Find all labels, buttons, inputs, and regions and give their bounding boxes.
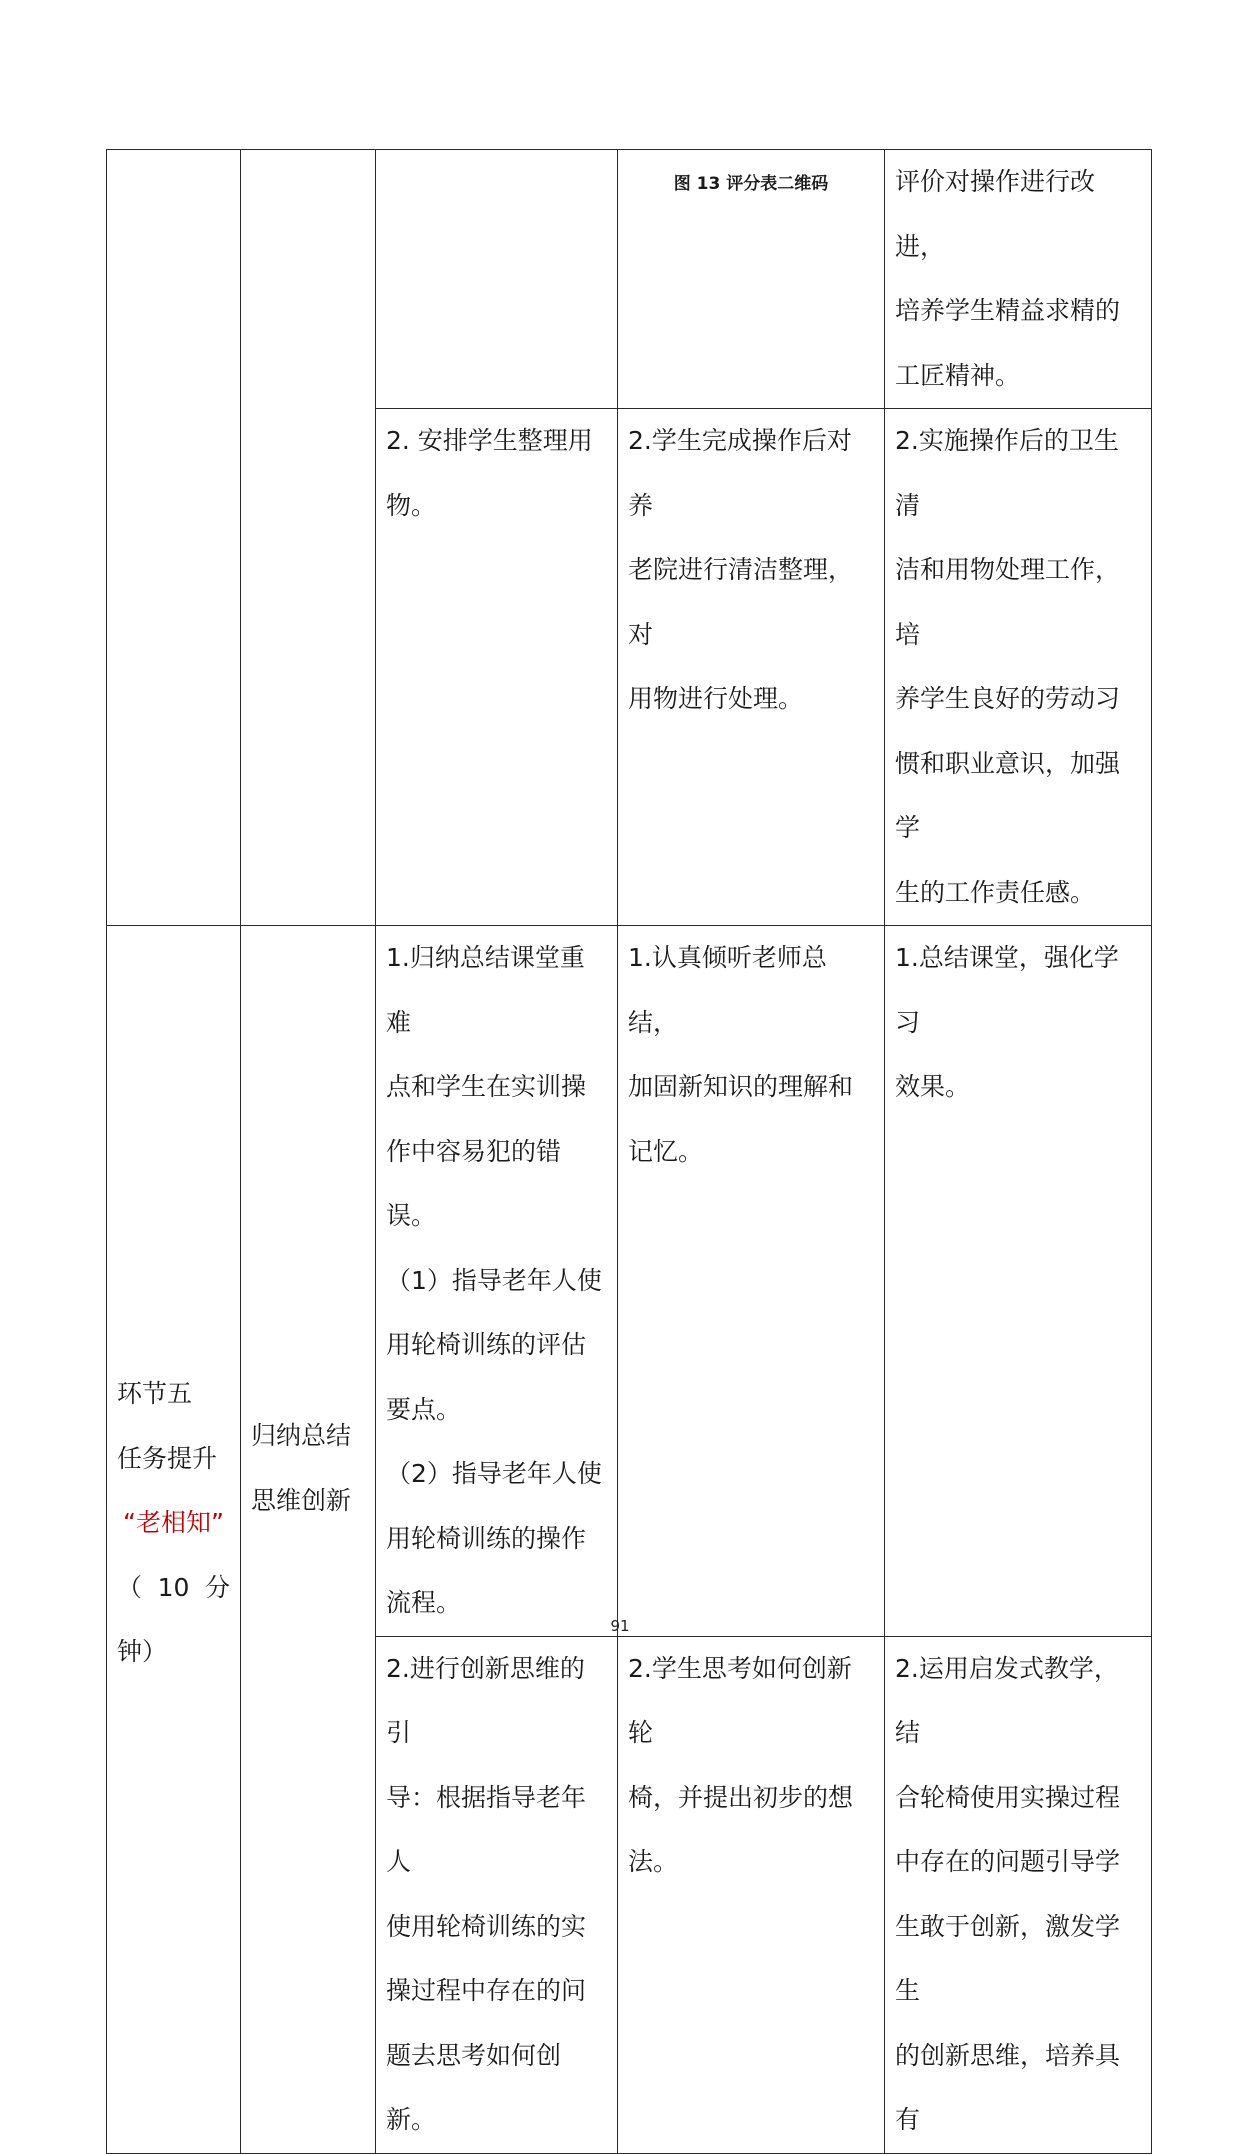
teacher-line: 使用轮椅训练的实 (386, 1911, 587, 1941)
significance-line: 1.总结课堂，强化学习 (895, 943, 1119, 1037)
teacher-cell (376, 409, 618, 926)
table-row (107, 150, 1152, 409)
teacher-line: 题去思考如何创新。 (386, 2040, 562, 2134)
teacher-line: 导：根据指导老年人 (386, 1782, 587, 1876)
significance-line: 养学生良好的劳动习 (895, 684, 1121, 713)
content-line: 思维创新 (251, 1485, 352, 1515)
significance-cell (885, 1636, 1152, 2153)
student-line: 加固新知识的理解和 (628, 1072, 854, 1101)
significance-line: 洁和用物处理工作，培 (895, 555, 1121, 649)
stage-duration-unit: 分 (204, 1572, 230, 1602)
teacher-line: 操过程中存在的问 (386, 1976, 587, 2005)
teacher-line: （1）指导老年人使 (386, 1265, 602, 1295)
student-cell (618, 1636, 885, 2153)
significance-line: 2.运用启发式教学，结 (895, 1653, 1119, 1747)
content-cell-continued (241, 150, 376, 926)
stage-cell (107, 926, 241, 2154)
page-number: 91 (610, 1617, 630, 1635)
content-cell (241, 926, 376, 2154)
stage-title: “老相知” (123, 1508, 224, 1537)
teacher-line: 用轮椅训练的评估 (386, 1330, 587, 1359)
figure-caption: 图 13 评分表二维码 (673, 174, 829, 194)
stage-duration-open: （ (117, 1572, 143, 1602)
student-line: 用物进行处理。 (628, 684, 804, 713)
significance-line: 培养学生精益求精的 (895, 296, 1121, 325)
student-line: 法。 (628, 1847, 679, 1876)
significance-cell (885, 926, 1152, 1637)
teacher-line: 2. 安排学生整理用 (386, 426, 593, 455)
student-cell-figure (618, 150, 885, 409)
significance-line: 工匠精神。 (895, 360, 1021, 390)
teacher-cell (376, 926, 618, 1637)
significance-line: 中存在的问题引导学 (895, 1847, 1121, 1876)
student-line: 2.学生完成操作后对养 (628, 426, 852, 520)
student-line: 老院进行清洁整理，对 (628, 555, 854, 649)
teacher-line: 物。 (386, 490, 437, 520)
content-line: 归纳总结 (251, 1421, 352, 1451)
teacher-line: 用轮椅训练的操作 (386, 1523, 587, 1553)
significance-line: 惯和职业意识，加强学 (895, 748, 1121, 842)
teacher-cell-empty (376, 150, 618, 409)
significance-line: 生敢于创新，激发学生 (895, 1911, 1121, 2005)
teacher-line: 要点。 (386, 1394, 462, 1424)
significance-line: 评价对操作进行改进， (895, 167, 1096, 261)
teacher-line: 作中容易犯的错误。 (386, 1136, 562, 1230)
significance-cell (885, 150, 1152, 409)
student-line: 1.认真倾听老师总结， (628, 943, 827, 1037)
teacher-line: 2.进行创新思维的引 (386, 1653, 585, 1747)
stage-line: 环节五 (117, 1379, 193, 1408)
stage-line: 任务提升 (117, 1443, 218, 1473)
teacher-line: 点和学生在实训操 (386, 1072, 587, 1101)
table-row (107, 926, 1152, 1637)
teacher-cell (376, 1636, 618, 2153)
student-cell (618, 409, 885, 926)
significance-line: 合轮椅使用实操过程 (895, 1782, 1121, 1812)
stage-duration-number: 10 (157, 1572, 190, 1602)
lesson-plan-table (106, 149, 1152, 2154)
teacher-line: （2）指导老年人使 (386, 1459, 602, 1488)
stage-duration (117, 1556, 230, 1621)
stage-cell-continued (107, 150, 241, 926)
student-line: 记忆。 (628, 1136, 704, 1166)
significance-line: 2.实施操作后的卫生清 (895, 426, 1119, 520)
significance-cell (885, 409, 1152, 926)
teacher-line: 流程。 (386, 1588, 462, 1617)
student-cell (618, 926, 885, 1637)
significance-line: 效果。 (895, 1072, 971, 1101)
significance-line: 生的工作责任感。 (895, 877, 1096, 907)
student-line: 椅，并提出初步的想 (628, 1782, 854, 1812)
student-line: 2.学生思考如何创新轮 (628, 1653, 852, 1747)
significance-line: 的创新思维，培养具有 (895, 2040, 1121, 2134)
stage-line: 钟） (117, 1637, 168, 1666)
teacher-line: 1.归纳总结课堂重难 (386, 943, 585, 1037)
